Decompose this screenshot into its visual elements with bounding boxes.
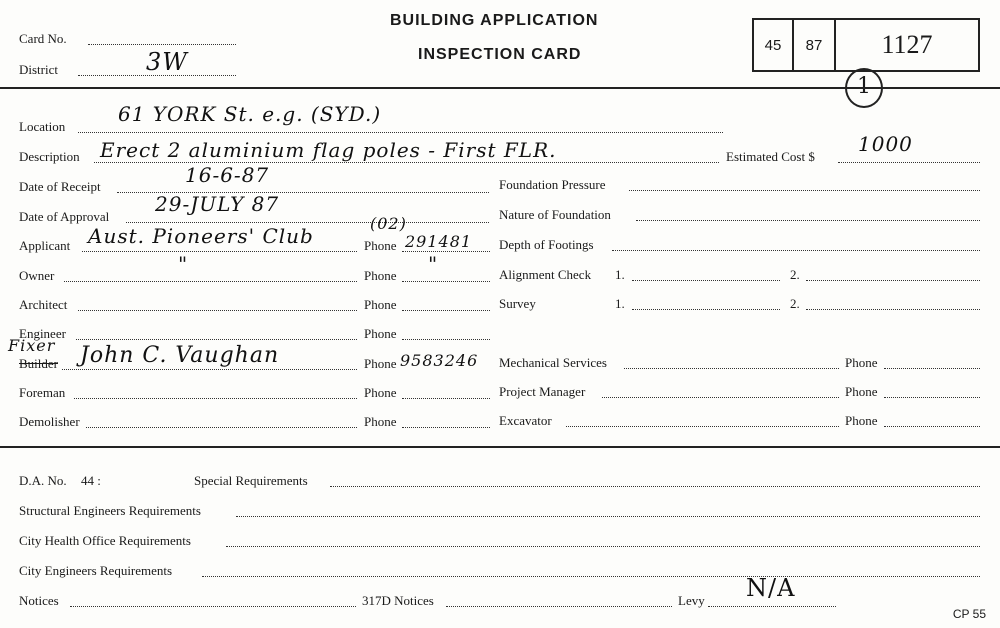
special-requirements-label: Special Requirements bbox=[194, 473, 308, 488]
notices-317d-label: 317D Notices bbox=[362, 593, 434, 608]
city-engineers-line bbox=[202, 576, 980, 577]
foreman-phone-label: Phone bbox=[364, 385, 397, 400]
survey-line-1 bbox=[632, 309, 780, 310]
engineer-phone-line bbox=[402, 339, 490, 340]
district-value: 3W bbox=[146, 48, 188, 76]
alignment-check-2: 2. bbox=[790, 267, 800, 282]
district-label: District bbox=[19, 62, 58, 77]
date-receipt-label: Date of Receipt bbox=[19, 179, 101, 194]
date-approval-label: Date of Approval bbox=[19, 209, 110, 224]
alignment-check-label: Alignment Check bbox=[499, 267, 592, 282]
estimated-cost-value: 1000 bbox=[858, 132, 913, 156]
applicant-phone-line bbox=[402, 251, 490, 252]
builder-phone-value: 9583246 bbox=[400, 351, 479, 370]
applicant-line bbox=[82, 251, 357, 252]
builder-override: Fixer bbox=[8, 336, 56, 355]
notices-line bbox=[70, 606, 356, 607]
survey-line-2 bbox=[806, 309, 980, 310]
special-requirements-line bbox=[330, 486, 980, 487]
survey-2: 2. bbox=[790, 296, 800, 311]
survey-label: Survey bbox=[499, 296, 536, 311]
city-engineers-label: City Engineers Requirements bbox=[19, 563, 173, 578]
owner-phone-value: " bbox=[428, 252, 439, 276]
da-no-label: D.A. No. bbox=[19, 473, 67, 488]
levy-value: N/A bbox=[746, 574, 796, 602]
notices-317d-line bbox=[446, 606, 672, 607]
alignment-check-1: 1. bbox=[615, 267, 625, 282]
da-no-value: 44 : bbox=[81, 473, 101, 488]
demolisher-phone-line bbox=[402, 427, 490, 428]
box-cell-3: 1127 bbox=[881, 30, 933, 59]
location-line bbox=[78, 132, 723, 133]
project-manager-label: Project Manager bbox=[499, 384, 586, 399]
builder-phone-label: Phone bbox=[364, 356, 397, 371]
circled-number-text: 1 bbox=[857, 74, 871, 99]
mechanical-phone-label: Phone bbox=[845, 355, 878, 370]
excavator-label: Excavator bbox=[499, 413, 552, 428]
structural-label: Structural Engineers Requirements bbox=[19, 503, 201, 518]
architect-phone-line bbox=[402, 310, 490, 311]
levy-line bbox=[708, 606, 836, 607]
project-manager-line bbox=[602, 397, 839, 398]
builder-label: Builder bbox=[19, 356, 58, 371]
engineer-line bbox=[76, 339, 357, 340]
structural-line bbox=[236, 516, 980, 517]
foundation-pressure-line bbox=[629, 190, 980, 191]
health-line bbox=[226, 546, 980, 547]
survey-1: 1. bbox=[615, 296, 625, 311]
description-label: Description bbox=[19, 149, 80, 164]
card-no-line bbox=[88, 44, 236, 45]
demolisher-phone-label: Phone bbox=[364, 414, 397, 429]
levy-label: Levy bbox=[678, 593, 705, 608]
excavator-line bbox=[566, 426, 839, 427]
estimated-cost-label: Estimated Cost $ bbox=[726, 149, 815, 164]
engineer-phone-label: Phone bbox=[364, 326, 397, 341]
depth-footings-label: Depth of Footings bbox=[499, 237, 594, 252]
depth-footings-line bbox=[612, 250, 980, 251]
description-value: Erect 2 aluminium flag poles - First FLR. bbox=[100, 138, 557, 162]
alignment-line-2 bbox=[806, 280, 980, 281]
mechanical-services-label: Mechanical Services bbox=[499, 355, 607, 370]
card-title-line1: BUILDING APPLICATION bbox=[390, 12, 599, 29]
applicant-label: Applicant bbox=[19, 238, 71, 253]
mechanical-phone-line bbox=[884, 368, 980, 369]
date-approval-value: 29-JULY 87 bbox=[155, 192, 280, 216]
applicant-phone-prefix: (02) bbox=[370, 214, 407, 233]
header-divider bbox=[0, 87, 1000, 89]
demolisher-label: Demolisher bbox=[19, 414, 80, 429]
applicant-value: Aust. Pioneers' Club bbox=[88, 224, 314, 248]
owner-phone-label: Phone bbox=[364, 268, 397, 283]
card-no-label: Card No. bbox=[19, 31, 67, 46]
architect-label: Architect bbox=[19, 297, 68, 312]
mechanical-services-line bbox=[624, 368, 839, 369]
nature-foundation-label: Nature of Foundation bbox=[499, 207, 611, 222]
architect-phone-label: Phone bbox=[364, 297, 397, 312]
location-value: 61 YORK St. e.g. (SYD.) bbox=[118, 102, 382, 126]
project-manager-phone-line bbox=[884, 397, 980, 398]
box-cell-2: 87 bbox=[805, 36, 823, 54]
engineer-label: Engineer bbox=[19, 326, 66, 341]
foreman-line bbox=[74, 398, 357, 399]
builder-value: John C. Vaughan bbox=[80, 343, 280, 368]
applicant-phone-label: Phone bbox=[364, 238, 397, 253]
owner-label: Owner bbox=[19, 268, 55, 283]
health-label: City Health Office Requirements bbox=[19, 533, 191, 548]
excavator-phone-line bbox=[884, 426, 980, 427]
card-number-box bbox=[752, 18, 980, 72]
foreman-phone-line bbox=[402, 398, 490, 399]
applicant-phone-value: 291481 bbox=[405, 232, 473, 251]
owner-line bbox=[64, 281, 357, 282]
architect-line bbox=[78, 310, 357, 311]
project-manager-phone-label: Phone bbox=[845, 384, 878, 399]
date-approval-line bbox=[126, 222, 489, 223]
owner-value: " bbox=[178, 252, 189, 276]
owner-phone-line bbox=[402, 281, 490, 282]
location-label: Location bbox=[19, 119, 66, 134]
excavator-phone-label: Phone bbox=[845, 413, 878, 428]
foreman-label: Foreman bbox=[19, 385, 66, 400]
lower-divider bbox=[0, 446, 1000, 448]
alignment-line-1 bbox=[632, 280, 780, 281]
date-receipt-value: 16-6-87 bbox=[185, 163, 270, 187]
nature-foundation-line bbox=[636, 220, 980, 221]
estimated-cost-line bbox=[838, 162, 980, 163]
notices-label: Notices bbox=[19, 593, 59, 608]
demolisher-line bbox=[86, 427, 357, 428]
form-code: CP 55 bbox=[952, 607, 986, 621]
box-cell-1: 45 bbox=[764, 36, 782, 54]
card-title-line2: INSPECTION CARD bbox=[418, 46, 582, 63]
foundation-pressure-label: Foundation Pressure bbox=[499, 177, 606, 192]
builder-line bbox=[62, 369, 357, 370]
